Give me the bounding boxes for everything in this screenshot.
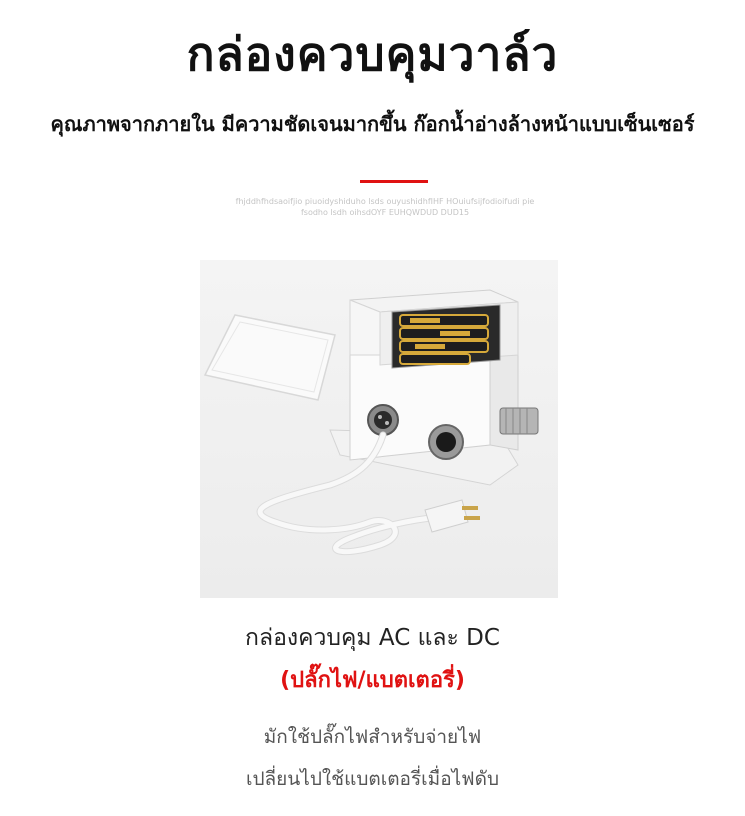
- caption-ac-dc: กล่องควบคุม AC และ DC: [245, 625, 500, 651]
- description-line-1: มักใช้ปลั๊กไฟสำหรับจ่ายไฟ: [263, 726, 482, 748]
- faint-text-line-1: fhjddhfhdsaoifjio piuoidyshiduho lsds ouyushidhfIHF HOuiufsijfodioifudi pie: [235, 197, 535, 206]
- product-photo: [200, 260, 558, 598]
- faint-watermark-text: [170, 196, 600, 218]
- faint-text-line-2: fsodho lsdh oihsdOYF EUHQWDUD DUD15: [300, 208, 470, 217]
- red-divider: [360, 180, 428, 183]
- control-box-illustration: [200, 260, 558, 598]
- page-title: กล่องควบคุมวาล์ว: [186, 27, 559, 81]
- water-inlet-port: [429, 425, 463, 459]
- cable-connector: [368, 405, 398, 435]
- battery-cover-lid: [205, 315, 335, 400]
- power-plug: [425, 500, 480, 532]
- description-line-2: เปลี่ยนไปใช้แบตเตอรี่เมื่อไฟดับ: [245, 768, 500, 790]
- side-outlet-pipe: [500, 408, 538, 434]
- page-subtitle: คุณภาพจากภายใน มีความชัดเจนมากขึ้น ก๊อกน้ำอ่างล้างหน้าแบบเซ็นเซอร์: [50, 112, 695, 136]
- caption-plug-battery: (ปลั๊กไฟ/แบตเตอรี่): [280, 668, 465, 693]
